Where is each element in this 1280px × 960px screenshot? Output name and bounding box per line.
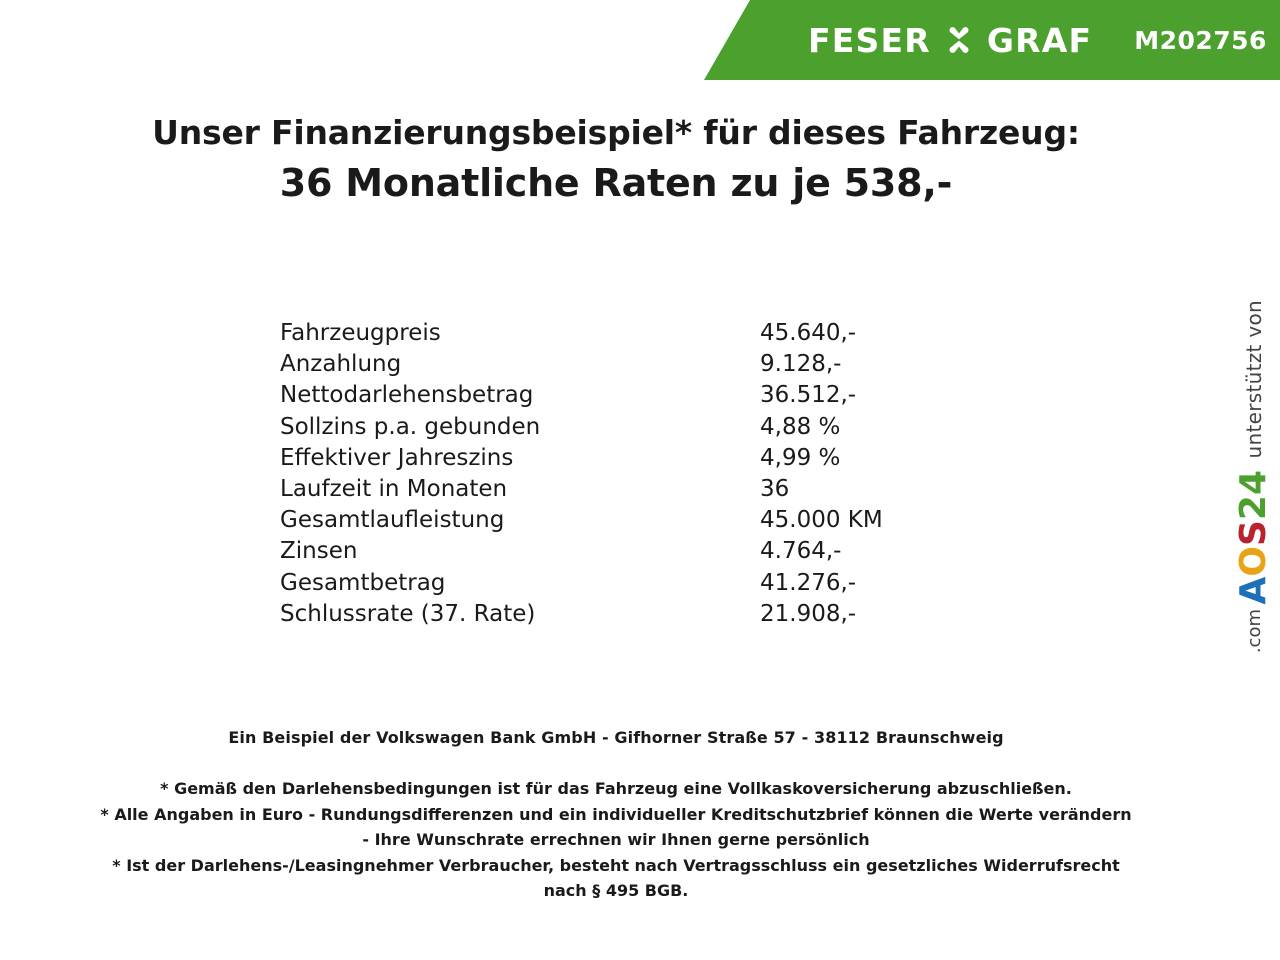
aos24-letter-a: A [1233,577,1274,605]
row-label: Gesamtlaufleistung [280,507,505,534]
row-value: 45.640,- [760,320,857,346]
table-row [280,538,980,569]
row-value: 45.000 KM [760,507,883,534]
aos24-tld: .com [1243,608,1265,654]
page-footer [0,728,1232,905]
row-value: 4,99 % [760,444,841,471]
disclaimer-line-2: * Alle Angaben in Euro - Rundungsdifferenzen und ein individueller Kreditschutzbrief können die Werte verändern [100,804,1132,824]
aos24-logo [1233,470,1274,605]
row-label: Nettodarlehensbetrag [280,382,534,409]
aos24-letter-o: O [1233,546,1274,578]
disclaimer-line-5: nach § 495 BGB. [543,881,689,901]
disclaimer-line-4: * Ist der Darlehens-/Leasingnehmer Verbraucher, besteht nach Vertragsschluss ein gesetzliches Widerrufsrecht [112,855,1120,875]
row-value: 36 [760,475,790,502]
supported-by-label: unterstützt von [1242,300,1266,459]
row-label: Zinsen [280,538,358,565]
row-label: Fahrzeugpreis [280,320,441,346]
band-wedge [704,0,750,80]
row-value: 4.764,- [760,538,842,565]
table-row [280,445,980,476]
row-value: 36.512,- [760,382,857,409]
table-row [280,476,980,507]
supported-by-sidebar [1234,300,1274,680]
row-value: 21.908,- [760,600,857,627]
row-label: Effektiver Jahreszins [280,444,514,471]
row-value: 41.276,- [760,569,857,596]
vehicle-id: M202756 [1134,25,1267,55]
row-label: Schlussrate (37. Rate) [280,600,536,627]
logo-text-graf: GRAF [986,20,1093,60]
logo-text-feser: FESER [808,20,931,60]
table-row [280,507,980,538]
row-value: 4,88 % [760,413,841,440]
finance-table [280,320,980,632]
row-label: Sollzins p.a. gebunden [280,413,541,440]
row-value: 9.128,- [760,351,842,378]
bank-line: Ein Beispiel der Volkswagen Bank GmbH - Gifhorner Straße 57 - 38112 Braunschweig [228,728,1004,747]
table-row [280,414,980,445]
brand-band [750,0,1280,80]
page-title [0,112,1232,209]
table-row [280,570,980,601]
feser-graf-logo [808,21,1092,60]
clover-icon [942,23,976,57]
aos24-letter-s: S [1233,520,1274,547]
table-row [280,320,980,351]
table-row [280,382,980,413]
title-line-2: 36 Monatliche Raten zu je 538,- [279,161,953,206]
disclaimer-block [0,777,1232,903]
row-label: Anzahlung [280,351,402,378]
row-label: Laufzeit in Monaten [280,475,508,502]
disclaimer-line-1: * Gemäß den Darlehensbedingungen ist für das Fahrzeug eine Vollkaskoversicherung abzuschließen. [160,779,1072,798]
table-row [280,351,980,382]
aos24-number: 24 [1233,470,1274,521]
page-header [0,0,1280,80]
row-label: Gesamtbetrag [280,569,446,596]
table-row [280,601,980,632]
title-line-1: Unser Finanzierungsbeispiel* für dieses Fahrzeug: [152,113,1080,152]
disclaimer-line-3: - Ihre Wunschrate errechnen wir Ihnen gerne persönlich [362,830,870,850]
